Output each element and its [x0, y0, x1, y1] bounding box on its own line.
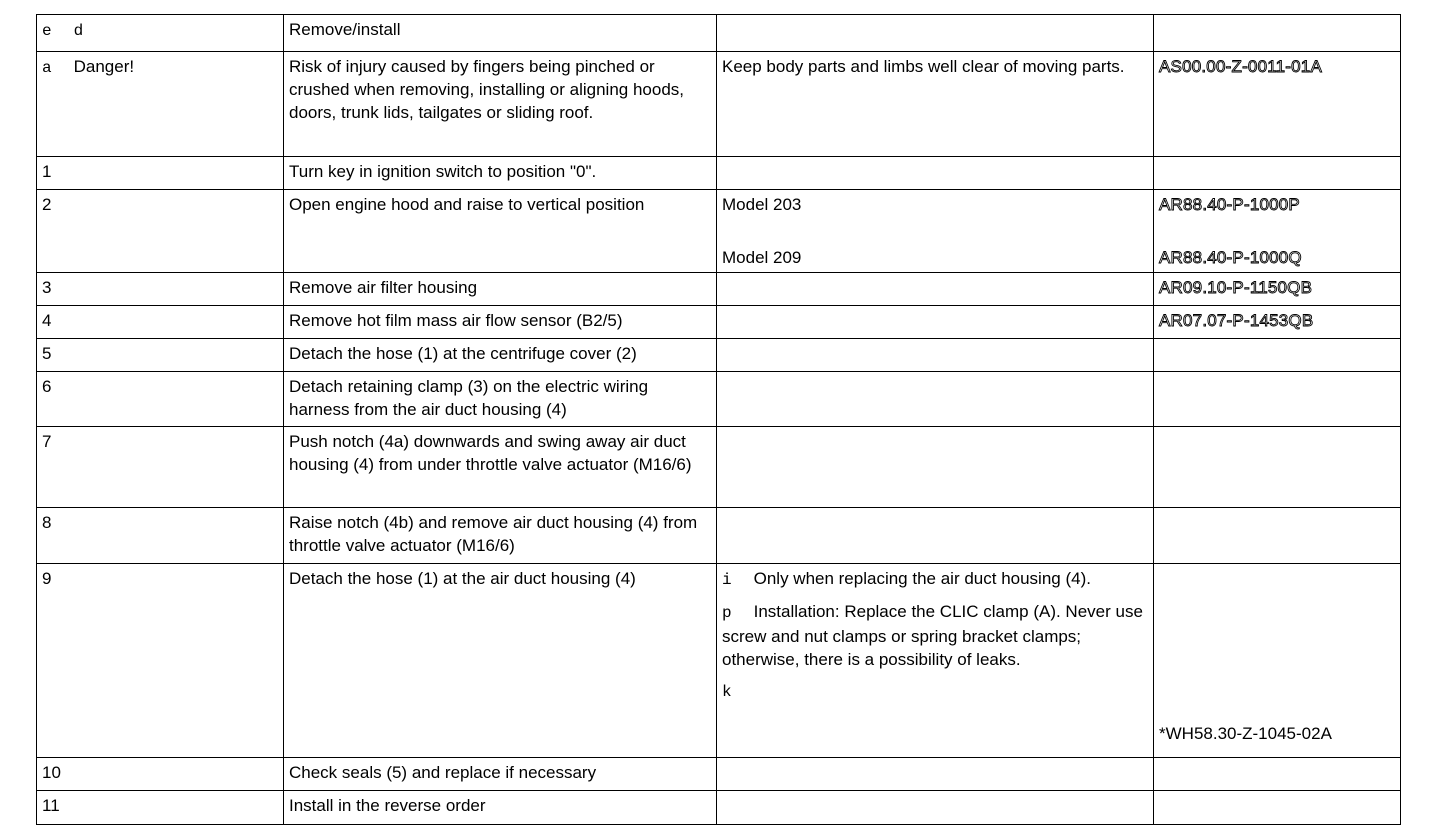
- step-text: Remove air filter housing: [284, 273, 717, 306]
- danger-label-cell: [37, 52, 284, 157]
- step-text: Check seals (5) and replace if necessary: [284, 758, 717, 791]
- step-number: 2: [37, 190, 284, 273]
- step-number: 10: [37, 758, 284, 791]
- installation-note: [722, 600, 1148, 671]
- header-symbols: [37, 15, 284, 52]
- danger-label: Danger!: [73, 57, 135, 76]
- step-note: Model 203: [722, 195, 802, 214]
- table-row: [37, 157, 1401, 190]
- step-number: 6: [37, 372, 284, 427]
- table-row: [37, 339, 1401, 372]
- danger-text: Risk of injury caused by fingers being pinched or crushed when removing, installing or aligning hoods, doors, trunk lids, tailgates or sliding roof.: [284, 52, 717, 157]
- step-text: Detach the hose (1) at the centrifuge cover (2): [284, 339, 717, 372]
- step-text: Install in the reverse order: [284, 791, 717, 825]
- step-text: Turn key in ignition switch to position "0".: [284, 157, 717, 190]
- step-number: 1: [37, 157, 284, 190]
- step-ref-link[interactable]: AR09.10-P-1150QB: [1159, 278, 1313, 297]
- step-number: 7: [37, 427, 284, 508]
- step-note: Model 209: [722, 248, 802, 267]
- table-row: [37, 15, 1401, 52]
- table-row: [37, 791, 1401, 825]
- step-text: Open engine hood and raise to vertical position: [284, 190, 717, 273]
- info-text: Only when replacing the air duct housing (4).: [753, 569, 1091, 588]
- danger-icon: a: [42, 59, 52, 77]
- step-number: 5: [37, 339, 284, 372]
- table-row: [37, 306, 1401, 339]
- step-text: Raise notch (4b) and remove air duct housing (4) from throttle valve actuator (M16/6): [284, 508, 717, 564]
- table-row: [37, 508, 1401, 564]
- installation-label: Installation:: [753, 602, 840, 621]
- step-text: Remove hot film mass air flow sensor (B2/5): [284, 306, 717, 339]
- table-row: [37, 190, 1401, 273]
- installation-text: Replace the CLIC clamp (A). Never use screw and nut clamps or spring bracket clamps; otherwise, there is a possibility of leaks.: [722, 602, 1143, 669]
- step-notes: [717, 564, 1154, 758]
- step-number: 3: [37, 273, 284, 306]
- table-row: [37, 564, 1401, 758]
- procedure-table: [36, 14, 1401, 825]
- danger-ref-link[interactable]: AS00.00-Z-0011-01A: [1159, 57, 1322, 76]
- installation-icon: p: [722, 604, 732, 622]
- step-number: 9: [37, 564, 284, 758]
- info-note: [722, 567, 1148, 592]
- step-text: Detach the hose (1) at the air duct housing (4): [284, 564, 717, 758]
- repair-symbol: d: [73, 22, 84, 40]
- table-row: [37, 273, 1401, 306]
- step-ref-link[interactable]: AR88.40-P-1000P: [1159, 195, 1300, 214]
- step-text: Detach retaining clamp (3) on the electric wiring harness from the air duct housing (4): [284, 372, 717, 427]
- key-icon: k: [722, 683, 732, 701]
- table-row: [37, 758, 1401, 791]
- step-number: 4: [37, 306, 284, 339]
- step-ref-link[interactable]: AR07.07-P-1453QB: [1159, 311, 1314, 330]
- table-row: [37, 427, 1401, 508]
- step-text: Push notch (4a) downwards and swing away air duct housing (4) from under throttle valve actuator (M16/6): [284, 427, 717, 508]
- danger-note: Keep body parts and limbs well clear of moving parts.: [717, 52, 1154, 157]
- step-ref-link[interactable]: AR88.40-P-1000Q: [1159, 248, 1302, 267]
- work-step-symbol: e: [42, 22, 52, 40]
- table-row: [37, 372, 1401, 427]
- info-icon: i: [722, 571, 732, 589]
- table-row: [37, 52, 1401, 157]
- step-number: 8: [37, 508, 284, 564]
- page-title: Remove/install: [284, 15, 717, 52]
- step-ref-link[interactable]: *WH58.30-Z-1045-02A: [1159, 724, 1332, 743]
- step-number: 11: [37, 791, 284, 825]
